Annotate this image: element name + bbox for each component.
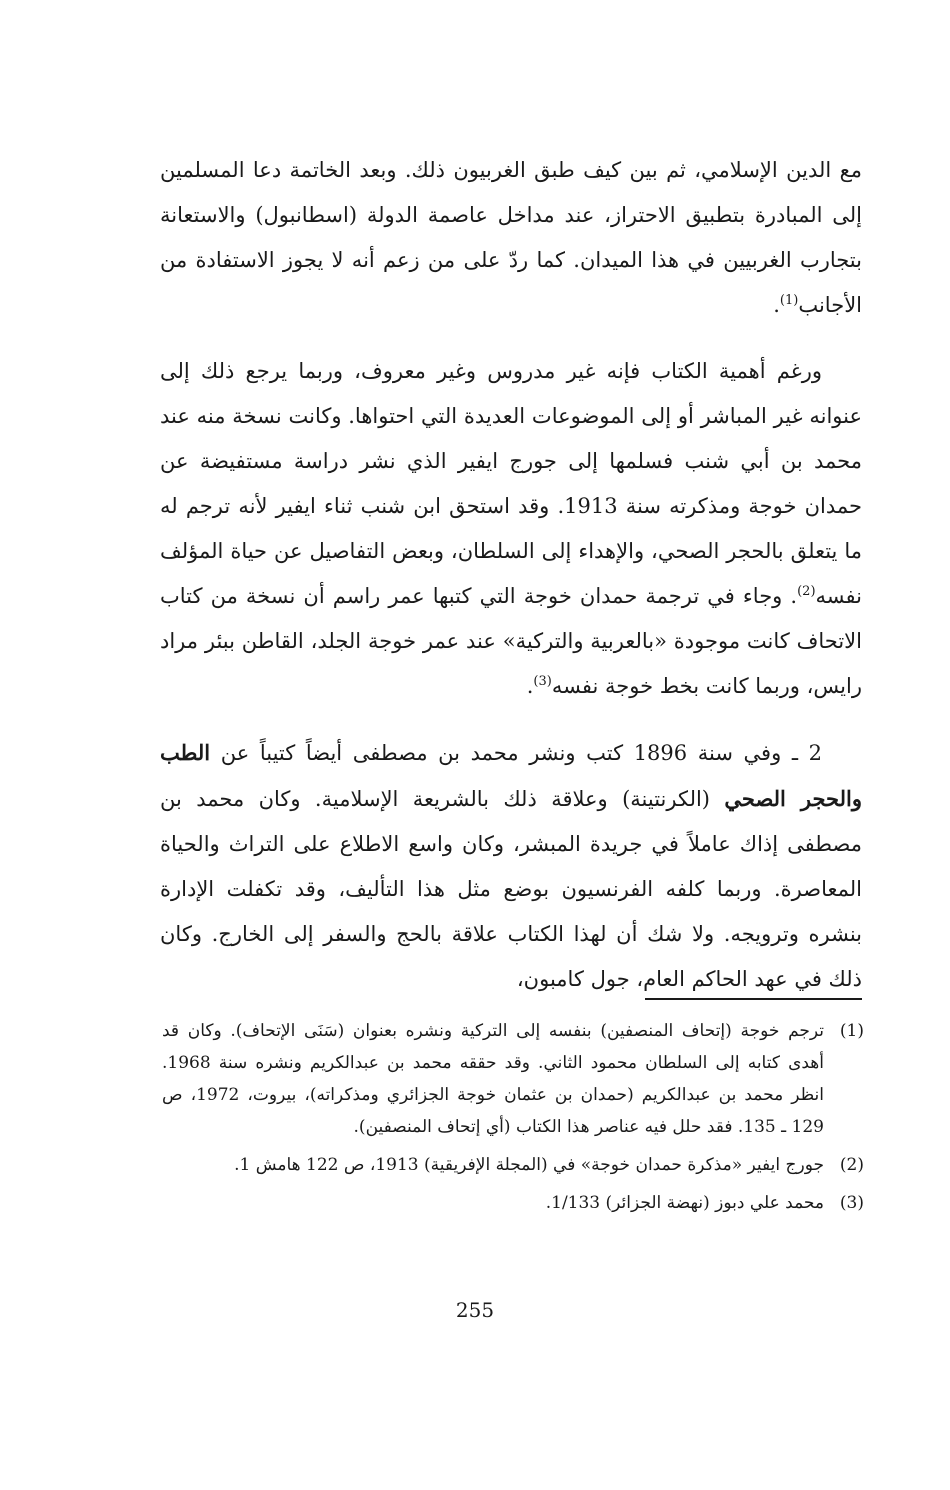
paragraph-2 [160, 349, 862, 709]
paragraph-1 [160, 148, 862, 328]
footnotes-section [162, 1015, 864, 1225]
paragraph-1-end: . [773, 293, 780, 317]
footnote-2-number: (2) [839, 1155, 864, 1175]
paragraph-2-end: . [526, 674, 534, 698]
paragraph-2-text-a: ورغم أهمية الكتاب فإنه غير مدروس وغير معروف، وربما يرجع ذلك إلى عنوانه غير المباشر أو إلى الموضوعات العديدة التي احتواها. وكانت نسخة منه عند محمد بن أبي شنب فسلمها إلى جورج ايفير الذي نشر دراسة مستفيضة عن حمدان خوجة ومذكرته سنة 1913. وقد استحق ابن شنب ثناء ايفير لأنه ترجم له ما يتعلق بالحجر الصحي، والإهداء إلى السلطان، وبعض التفاصيل عن حياة المؤلف نفسه [160, 359, 862, 608]
page-number: 255 [455, 1298, 495, 1322]
footnote-1-text: ترجم خوجة (إتحاف المنصفين) بنفسه إلى التركية ونشره بعنوان (سَنَى الإتحاف). وكان قد أهدى كتابه إلى السلطان محمود الثاني. وقد حققه محمد بن عبدالكريم ونشره سنة 1968. انظر محمد بن عبدالكريم (حمدان بن عثمان خوجة الجزائري ومذكراته)، بيروت، 1972، ص 129 ـ 135. فقد حلل فيه عناصر هذا الكتاب (أي إتحاف المنصفين). [162, 1021, 824, 1137]
footnote-1-number: (1) [839, 1021, 864, 1041]
paragraph-3-bold-title: الطب والحجر الصحي [160, 740, 862, 811]
paragraph-3 [160, 730, 862, 1002]
footnote-1 [162, 1015, 864, 1143]
footnote-3 [162, 1187, 864, 1219]
footnote-divider [645, 998, 862, 1000]
footnote-3-number: (3) [839, 1193, 864, 1213]
footnote-2-text: جورج ايفير «مذكرة حمدان خوجة» في (المجلة الإفريقية) 1913، ص 122 هامش 1. [234, 1155, 824, 1175]
footnote-reference-3: (3) [533, 674, 552, 689]
main-text-block [160, 148, 862, 1002]
footnote-reference-2: (2) [797, 584, 816, 599]
paragraph-1-text: مع الدين الإسلامي، ثم بين كيف طبق الغربيون ذلك. وبعد الخاتمة دعا المسلمين إلى المبادرة بتطبيق الاحتراز، عند مداخل عاصمة الدولة (اسطانبول) والاستعانة بتجارب الغربيين في هذا الميدان. كما ردّ على من زعم أنه لا يجوز الاستفادة من الأجانب [160, 158, 862, 317]
footnote-2 [162, 1149, 864, 1181]
paragraph-3-text-a: 2 ـ وفي سنة 1896 كتب ونشر محمد بن مصطفى أيضاً كتيباً عن [210, 741, 822, 765]
paragraph-3-text-b: (الكرنتينة) وعلاقة ذلك بالشريعة الإسلامية. وكان محمد بن مصطفى إذاك عاملاً في جريدة المبشر، وكان واسع الاطلاع على التراث والحياة المعاصرة. وربما كلفه الفرنسيون بوضع مثل هذا التأليف، وقد تكفلت الإدارة بنشره وترويجه. ولا شك أن لهذا الكتاب علاقة بالحج والسفر إلى الخارج. وكان ذلك في عهد الحاكم العام، جول كامبون، [160, 787, 862, 991]
footnote-reference-1: (1) [779, 293, 799, 308]
paragraph-2-text-b: . وجاء في ترجمة حمدان خوجة التي كتبها عمر راسم أن نسخة من كتاب الاتحاف كانت موجودة «بالعربية والتركية» عند عمر خوجة الجلد، القاطن ببئر مراد رايس، وربما كانت بخط خوجة نفسه [160, 584, 862, 698]
footnote-3-text: محمد علي دبوز (نهضة الجزائر) 1/133. [545, 1193, 824, 1213]
